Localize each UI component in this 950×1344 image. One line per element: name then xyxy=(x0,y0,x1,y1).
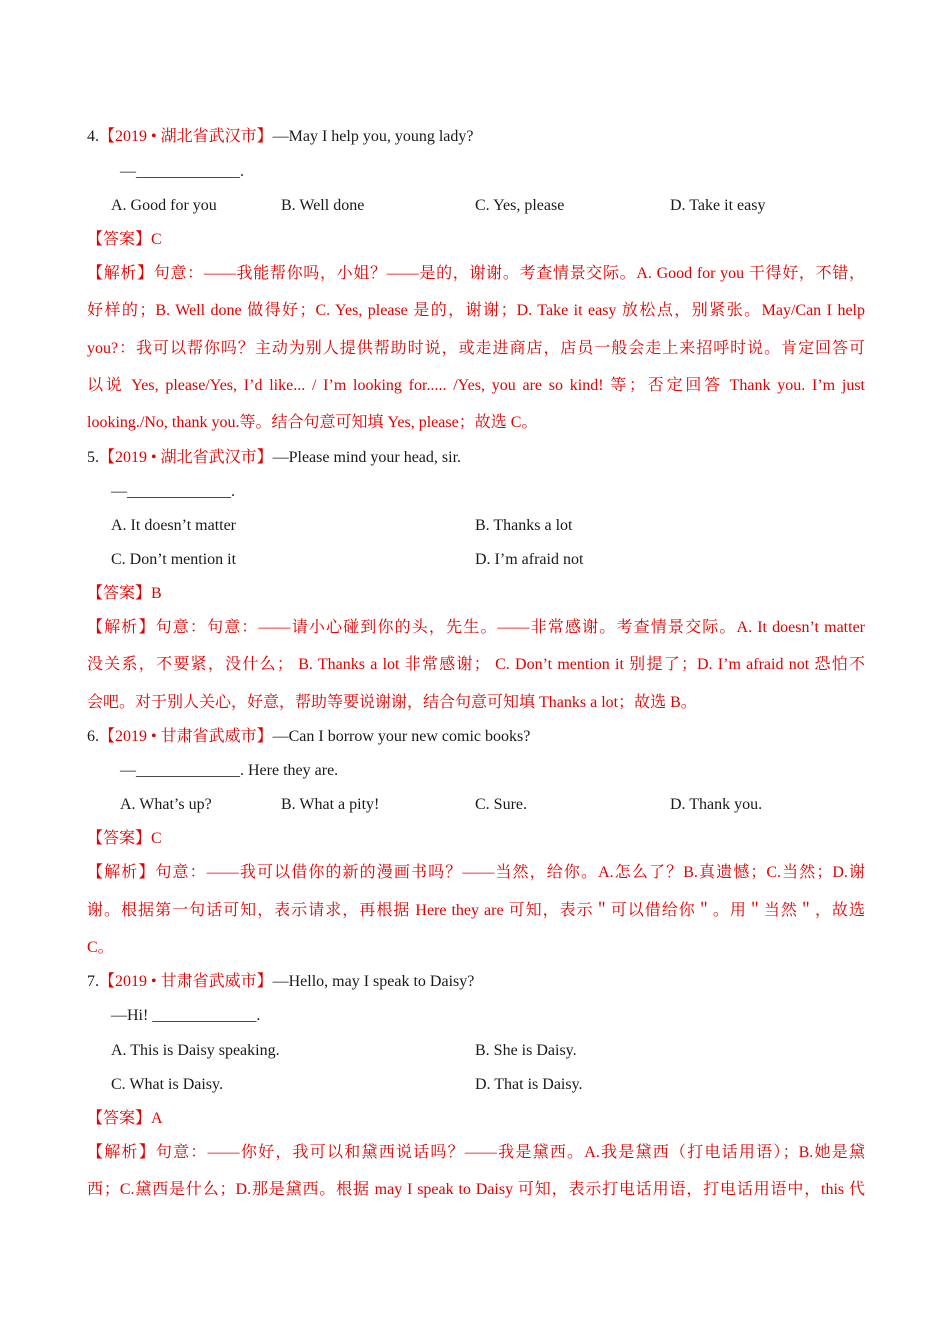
question-7-answer: 【答案】A xyxy=(87,1110,163,1127)
question-4-analysis-line: 好样的；B. Well done 做得好；C. Yes, please 是的，谢谢；D. Take it easy 放松点，别紧张。May/Can I help xyxy=(87,302,865,319)
question-6-answer: 【答案】C xyxy=(87,830,162,847)
question-number: 6. xyxy=(87,728,99,745)
question-7-stem xyxy=(87,972,474,992)
question-4-option-c: C. Yes, please xyxy=(475,197,565,214)
question-6-option-a: A. What’s up? xyxy=(120,796,212,813)
question-6-analysis-line: 【解析】句意：——我可以借你的新的漫画书吗？——当然，给你。A.怎么了？B.真遗憾；C.当然；D.谢 xyxy=(87,864,865,881)
question-4-answer: 【答案】C xyxy=(87,231,162,248)
question-prompt: —Please mind your head, sir. xyxy=(272,449,462,466)
question-5-analysis-line: 没关系，不要紧，没什么； B. Thanks a lot 非常感谢； C. Don’t mention it 别提了；D. I’m afraid not 恐怕不 xyxy=(87,656,865,673)
question-prompt: —Hello, may I speak to Daisy? xyxy=(272,973,475,990)
question-4-reply: —_____________. xyxy=(120,163,244,180)
question-4-stem xyxy=(87,127,473,147)
question-6-option-c: C. Sure. xyxy=(475,796,527,813)
question-4-analysis-line: 以说 Yes, please/Yes, I’d like... / I’m looking for..... /Yes, you are so kind! 等；否定回答 Thank you. I’m just xyxy=(87,377,865,394)
question-5-analysis-line: 会吧。对于别人关心，好意，帮助等要说谢谢，结合句意可知填 Thanks a lot；故选 B。 xyxy=(87,694,697,711)
question-6-analysis-line: C。 xyxy=(87,939,114,956)
question-7-analysis-line: 西；C.黛西是什么；D.那是黛西。根据 may I speak to Daisy 可知，表示打电话用语，打电话用语中，this 代 xyxy=(87,1181,865,1198)
question-6-option-b: B. What a pity! xyxy=(281,796,380,813)
question-7-option-d: D. That is Daisy. xyxy=(475,1076,583,1093)
question-source: 【2019 • 甘肃省武威市】 xyxy=(99,728,273,745)
question-number: 5. xyxy=(87,449,99,466)
question-4-analysis-line: 【解析】句意：——我能帮你吗，小姐？——是的，谢谢。考查情景交际。A. Good for you 干得好，不错， xyxy=(87,265,865,282)
question-source: 【2019 • 湖北省武汉市】 xyxy=(99,128,273,145)
question-5-analysis-line: 【解析】句意：句意：——请小心碰到你的头，先生。——非常感谢。考查情景交际。A. It doesn’t matter xyxy=(87,619,865,636)
question-7-analysis-line: 【解析】句意：——你好，我可以和黛西说话吗？——我是黛西。A.我是黛西（打电话用语）；B.她是黛 xyxy=(87,1144,865,1161)
question-source: 【2019 • 湖北省武汉市】 xyxy=(99,449,273,466)
question-4-option-d: D. Take it easy xyxy=(670,197,766,214)
question-5-answer: 【答案】B xyxy=(87,585,162,602)
question-number: 7. xyxy=(87,973,99,990)
question-6-analysis-line: 谢。根据第一句话可知，表示请求，再根据 Here they are 可知，表示＂可以借给你＂。用＂当然＂，故选 xyxy=(87,902,865,919)
question-6-reply: —_____________. Here they are. xyxy=(120,762,339,779)
question-7-option-b: B. She is Daisy. xyxy=(475,1042,577,1059)
question-5-stem xyxy=(87,448,461,468)
question-6-stem xyxy=(87,727,530,747)
question-6-option-d: D. Thank you. xyxy=(670,796,763,813)
question-4-option-a: A. Good for you xyxy=(111,197,217,214)
question-5-option-b: B. Thanks a lot xyxy=(475,517,573,534)
question-number: 4. xyxy=(87,128,99,145)
question-source: 【2019 • 甘肃省武威市】 xyxy=(99,973,273,990)
question-7-reply: —Hi! _____________. xyxy=(111,1007,261,1024)
question-7-option-c: C. What is Daisy. xyxy=(111,1076,223,1093)
question-5-option-a: A. It doesn’t matter xyxy=(111,517,237,534)
question-7-option-a: A. This is Daisy speaking. xyxy=(111,1042,280,1059)
question-5-reply: —_____________. xyxy=(111,483,235,500)
question-4-analysis-line: looking./No, thank you.等。结合句意可知填 Yes, please；故选 C。 xyxy=(87,414,538,431)
question-5-option-c: C. Don’t mention it xyxy=(111,551,237,568)
question-4-option-b: B. Well done xyxy=(281,197,365,214)
question-4-analysis-line: you?：我可以帮你吗？主动为别人提供帮助时说，或走进商店，店员一般会走上来招呼时说。肯定回答可 xyxy=(87,340,865,357)
question-5-option-d: D. I’m afraid not xyxy=(475,551,584,568)
question-prompt: —Can I borrow your new comic books? xyxy=(272,728,531,745)
question-prompt: —May I help you, young lady? xyxy=(272,128,474,145)
